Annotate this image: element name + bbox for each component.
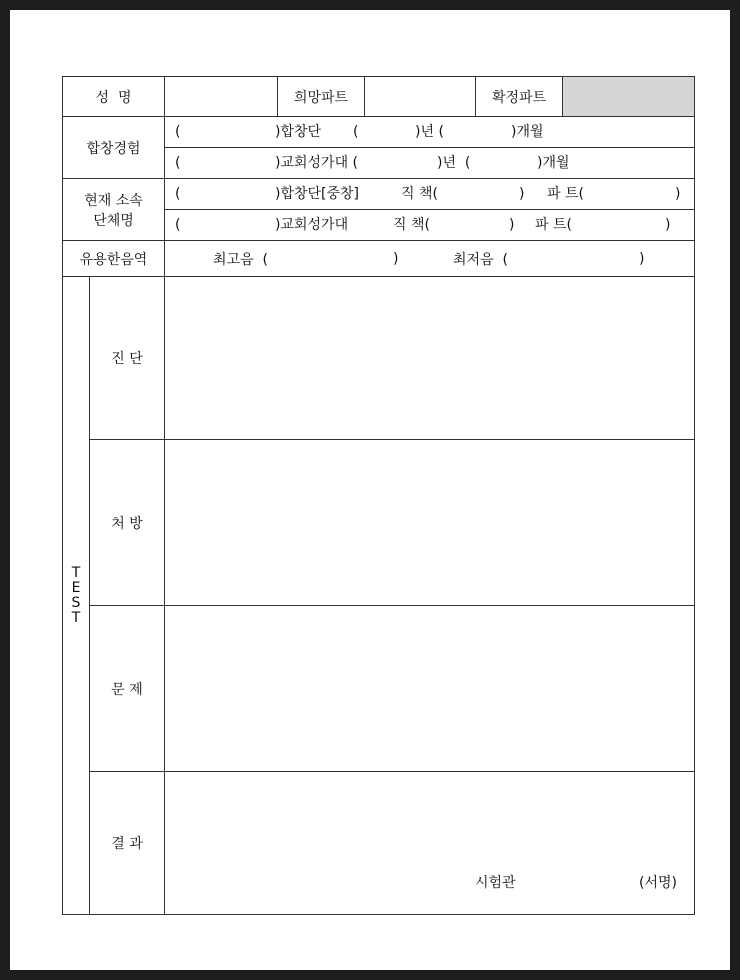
affiliation-row-1[interactable] xyxy=(165,179,694,209)
highest-note-label: 최고음 ( xyxy=(213,251,268,268)
lowest-note-label: 최저음 ( xyxy=(453,251,508,268)
part-close: ) xyxy=(665,217,671,233)
signature-label: (서명) xyxy=(639,874,677,891)
position-close: ) xyxy=(519,186,525,202)
paren-open: ( xyxy=(175,186,181,202)
affiliation-label xyxy=(63,179,165,241)
part-label: 파 트( xyxy=(547,186,584,202)
choir-experience-cell xyxy=(165,117,695,179)
vocal-range-cell[interactable] xyxy=(165,241,695,277)
position-label: 직 책( xyxy=(393,217,430,233)
lowest-note-close: ) xyxy=(639,250,645,267)
paren-open: ( xyxy=(175,124,181,140)
years-label: )년 ( xyxy=(415,124,444,140)
prescription-label: 처 방 xyxy=(90,440,165,606)
choir-experience-label: 합창경험 xyxy=(63,117,165,179)
church-choir-type: )교회성가대 ( xyxy=(275,155,359,171)
form-page xyxy=(10,10,730,970)
confirmed-part-field xyxy=(563,77,695,117)
affiliation-label-line-2: 단체명 xyxy=(93,212,134,229)
name-field[interactable] xyxy=(165,77,278,117)
months-label: )개월 xyxy=(511,124,544,140)
position-close: ) xyxy=(509,217,515,233)
result-field[interactable] xyxy=(165,772,695,915)
test-letter: E xyxy=(71,579,81,596)
vocal-range-label: 유용한음역 xyxy=(63,241,165,277)
examiner-label: 시험관 xyxy=(475,874,516,891)
desired-part-label: 희망파트 xyxy=(278,77,365,117)
affiliation-row-2[interactable] xyxy=(165,209,694,240)
diagnosis-field[interactable] xyxy=(165,277,695,440)
confirmed-part-label: 확정파트 xyxy=(476,77,563,117)
months-label: )개월 xyxy=(537,155,570,171)
year-open: ( xyxy=(353,124,359,140)
paren-open: ( xyxy=(175,155,181,171)
part-label: 파 트( xyxy=(535,217,572,233)
choir-type: )합창단 xyxy=(275,124,322,140)
affiliation-org: )합창단[중창] xyxy=(275,186,360,202)
position-label: 직 책( xyxy=(401,186,438,202)
vocal-test-form xyxy=(62,76,695,915)
problem-label: 문 제 xyxy=(90,606,165,772)
test-letter: T xyxy=(71,564,81,581)
test-letter: T xyxy=(71,609,81,626)
affiliation-cell xyxy=(165,179,695,241)
paren-open: ( xyxy=(175,217,181,233)
years-label: )년 ( xyxy=(437,155,471,171)
highest-note-close: ) xyxy=(393,250,399,267)
choir-experience-row-2[interactable] xyxy=(165,147,694,178)
test-letter: S xyxy=(71,594,81,611)
affiliation-label-line-1: 현재 소속 xyxy=(84,192,143,209)
choir-experience-row-1[interactable] xyxy=(165,117,694,147)
problem-field[interactable] xyxy=(165,606,695,772)
desired-part-field[interactable] xyxy=(365,77,476,117)
prescription-field[interactable] xyxy=(165,440,695,606)
affiliation-org: )교회성가대 xyxy=(275,217,349,233)
result-label: 결 과 xyxy=(90,772,165,915)
test-vertical-label xyxy=(63,277,90,915)
part-close: ) xyxy=(675,186,681,202)
diagnosis-label: 진 단 xyxy=(90,277,165,440)
name-label: 성 명 xyxy=(63,77,165,117)
